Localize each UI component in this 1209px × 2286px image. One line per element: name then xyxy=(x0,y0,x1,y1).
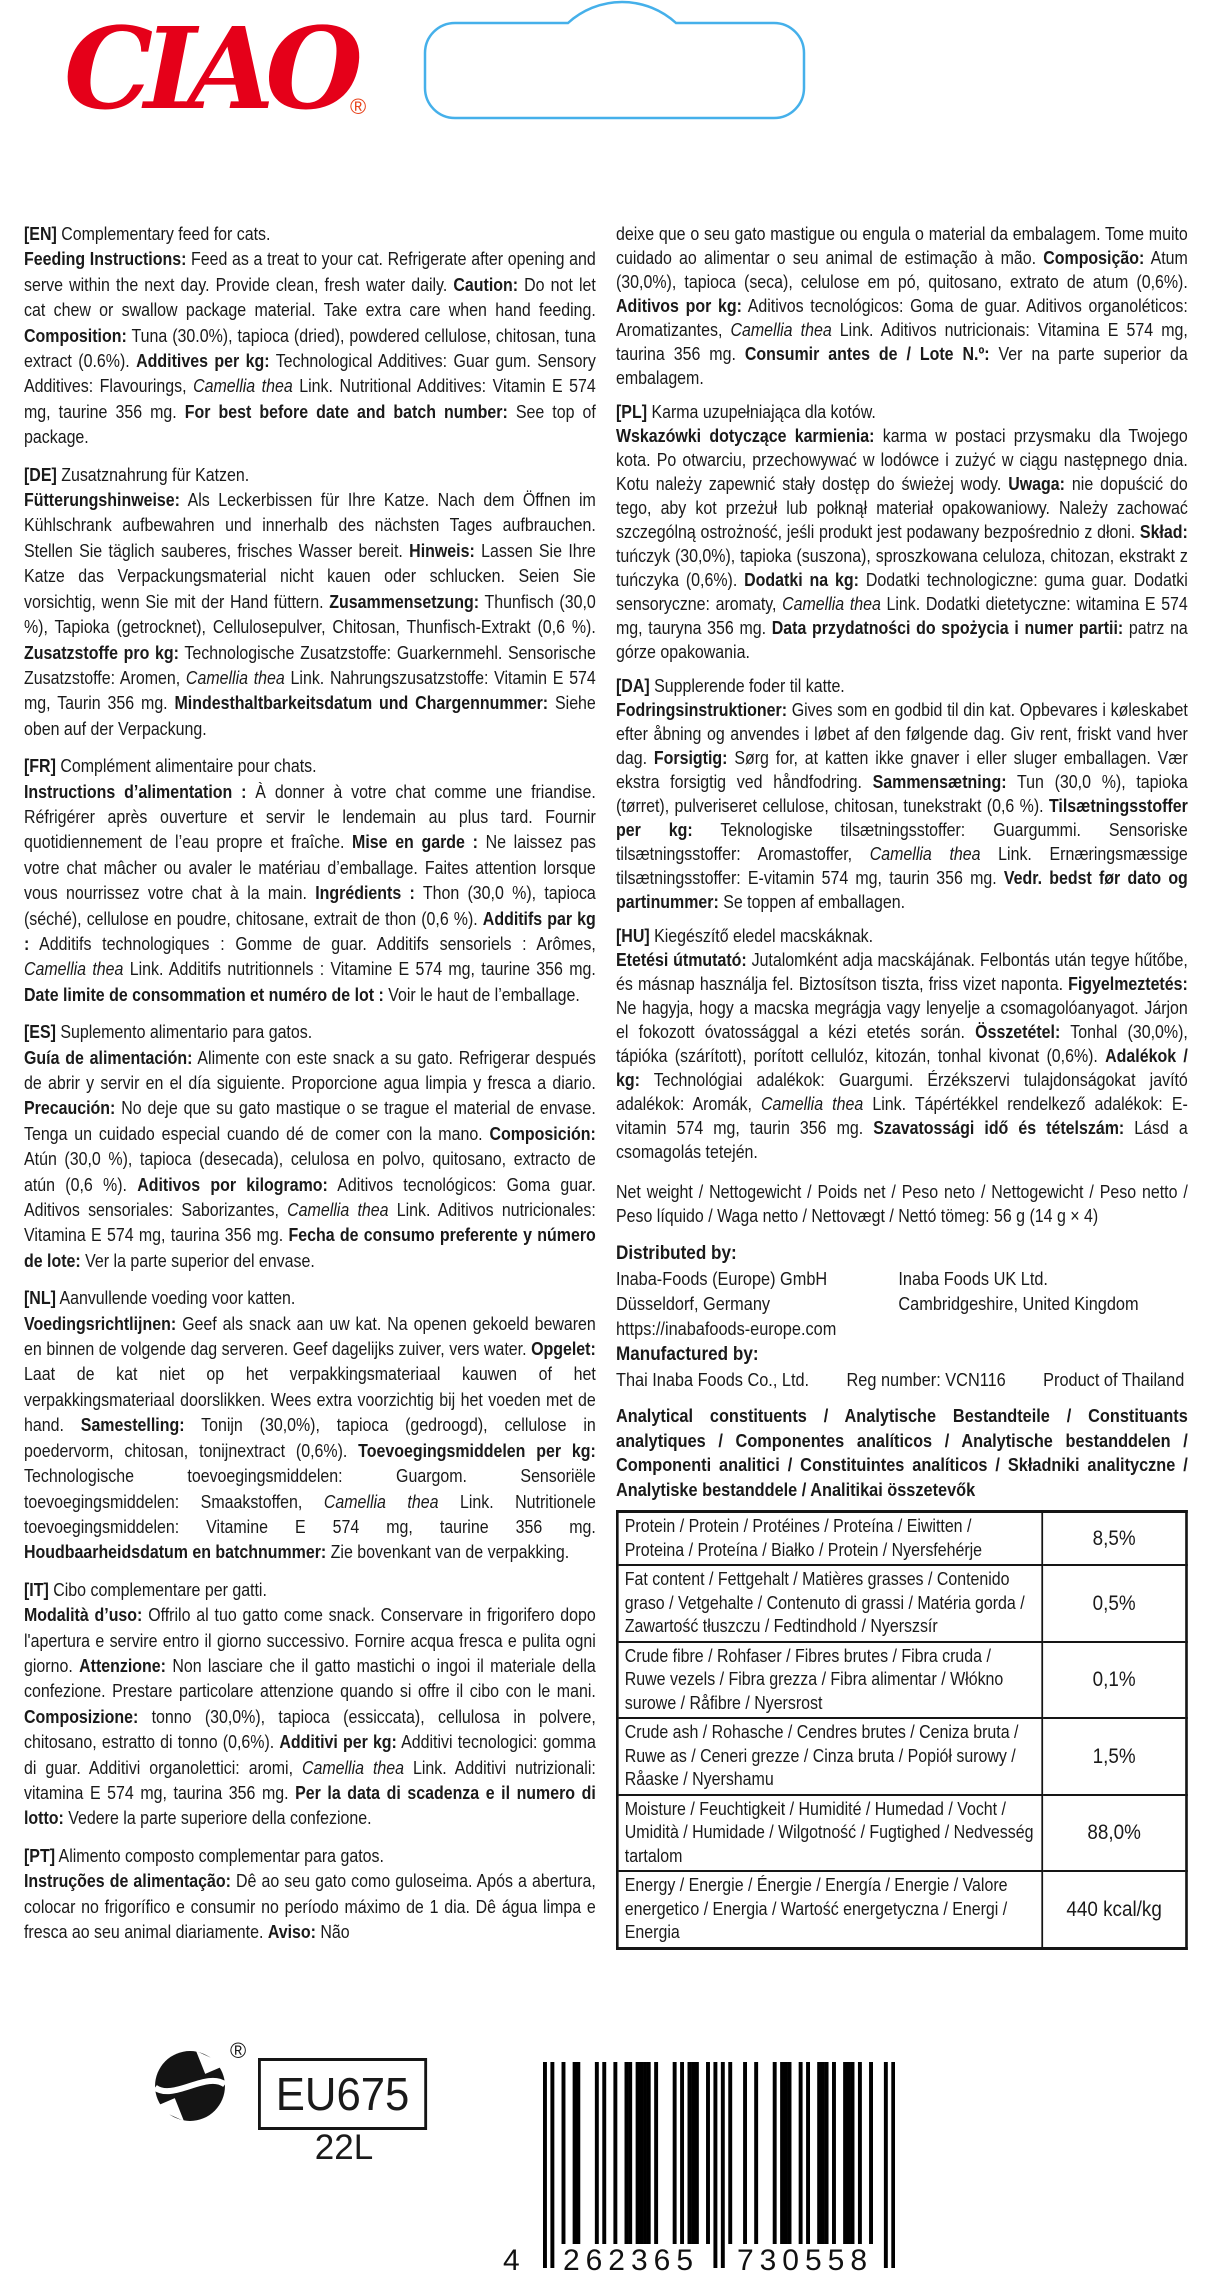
registered-trademark-icon: ® xyxy=(230,2038,247,2063)
table-row xyxy=(617,1718,1186,1795)
analysis-value: 0,1% xyxy=(1042,1642,1186,1719)
section-nl-title: [NL] Aanvullende voeding voor katten. xyxy=(24,1288,296,1309)
barcode-digit-prefix: 4 xyxy=(503,2244,520,2277)
section-es-body: Guía de alimentación: Alimente con este snack a su gato. Refrigerar después de abrir y servir en el día siguiente. Proporcione agua limpia y fresca a diario. Precaución: No deje que su gato mastique o se trague el material de envase. Tenga un cuidado especial cuando dé de comer con la mano. Composición: Atún (30,0 %), tapioca (desecada), celulosa en polvo, quitosano, extracto de atún (0,6 %). Aditivos por kilogramo: Aditivos tecnológicos: Goma guar. Aditivos sensoriales: Saborizantes, Camellia thea Link. Aditivos nutricionales: Vitamina E 574 mg, taurina 356 mg. Fecha de consumo preferente y número de lote: Ver la parte superior del envase. xyxy=(24,1047,596,1271)
section-fr xyxy=(24,754,596,1008)
analysis-value: 88,0% xyxy=(1042,1795,1186,1872)
barcode-digits-right: 730558 xyxy=(736,2244,874,2277)
barcode-bars xyxy=(543,2062,895,2273)
eu-approval-code-box: EU675 xyxy=(258,2058,427,2130)
section-pt-title: [PT] Alimento composto complementar para gatos. xyxy=(24,1845,384,1866)
analysis-value: 0,5% xyxy=(1042,1565,1186,1642)
section-de-body: Fütterungshinweise: Als Leckerbissen für Ihre Katze. Nach dem Öffnen im Kühlschrank aufbewahren und innerhalb des nächsten Tages aufbrauchen. Stellen Sie täglich sauberes, frisches Wasser bereit. Hinweis: Lassen Sie Ihre Katze das Verpackungsmaterial nicht kauen oder schlucken. Seien Sie vorsichtig, wenn Sie mit der Hand füttern. Zusammensetzung: Thunfisch (30,0 %), Tapioka (getrocknet), Cellulosepulver, Chitosan, Thunfisch-Extrakt (0,6 %). Zusatzstoffe pro kg: Technologische Zusatzstoffe: Guarkernmehl. Sensorische Zusatzstoffe: Aromen, Camellia thea Link. Nahrungszusatzstoffe: Vitamin E 574 mg, Taurin 356 mg. Mindesthaltbarkeitsdatum und Chargennummer: Siehe oben auf der Verpackung. xyxy=(24,490,596,739)
analysis-value: 440 kcal/kg xyxy=(1042,1871,1186,1948)
manufacturer-name: Thai Inaba Foods Co., Ltd. xyxy=(616,1369,810,1390)
section-pt-body: Instruções de alimentação: Dê ao seu gato como guloseima. Após a abertura, colocar no frigorífico e consumir no período máximo de 1 dia. Dê água limpa e fresca ao seu animal diariamente. Aviso: Não xyxy=(24,1871,596,1942)
section-da-body: Fodringsinstruktioner: Gives som en godbid til din kat. Opbevares i køleskabet efter åbning og anvendes i løbet af den følgende dag. Giv rent, friskt vand hver dag. Forsigtig: Sørg for, at katten ikke gnaver i eller sluger emballagen. Vær ekstra forsigtig ved håndfodring. Sammensætning: Tun (30,0 %), tapioka (tørret), pulveriseret cellulose, chitosan, tunekstrakt (0,6 %). Tilsætningsstoffer per kg: Teknologiske tilsætningsstoffer: Guargummi. Sensoriske tilsætningsstoffer: Aromastoffer, Camellia thea Link. Ernæringsmæssige tilsætningsstoffer: E-vitamin 574 mg, taurin 356 mg. Vedr. bedst før dato og partinummer: Se toppen af emballagen. xyxy=(616,700,1188,912)
table-row xyxy=(617,1512,1186,1566)
section-de xyxy=(24,463,596,742)
section-hu xyxy=(616,924,1188,1164)
section-es-title: [ES] Suplemento alimentario para gatos. xyxy=(24,1022,313,1043)
section-pt-continued-body: deixe que o seu gato mastigue ou engula o material da embalagem. Tome muito cuidado ao alimentar o seu animal de estimação à mão. Composição: Atum (30,0%), tapioca (seca), celulose em pó, quitosano, extrato de atum (0,6%). Aditivos por kg: Aditivos tecnológicos: Goma de guar. Aditivos organoléticos: Aromatizantes, Camellia thea Link. Aditivos nutricionais: Vitamina E 574 mg, taurina 356 mg. Consumir antes de / Lote N.º: Ver na parte superior da embalagem. xyxy=(616,224,1188,388)
table-row xyxy=(617,1795,1186,1872)
analysis-label: Crude ash / Rohasche / Cendres brutes / Ceniza bruta / Ruwe as / Ceneri grezze / Cinza bruta / Popiół surowy / Råaske / Nyershamu xyxy=(617,1718,1042,1795)
distributor-eu-city: Düsseldorf, Germany xyxy=(616,1293,771,1314)
section-pl xyxy=(616,400,1188,664)
manufactured-by-block xyxy=(616,1341,1188,1392)
section-hu-body: Etetési útmutató: Jutalomként adja macskájának. Felbontás után tegye hűtőbe, és másnap használja fel. Biztosítson tiszta, friss vizet naponta. Figyelmeztetés: Ne hagyja, hogy a macska megrágja vagy lenyelje a csomagolóanyagot. Járjon el fokozott óvatossággal a kézi etetés során. Összetétel: Tonhal (30,0%), tápióka (szárított), porított cellulóz, kitozán, tonhal kivonat (0,6%). Adalékok / kg: Technológiai adalékok: Guargumi. Érzékszervi tulajdonságokat javító adalékok: Aromák, Camellia thea Link. Tápértékkel rendelkező adalékok: E-vitamin 574 mg, taurin 356 mg. Szavatossági idő és tételszám: Lásd a csomagolás tetején. xyxy=(616,950,1188,1162)
section-da-title: [DA] Supplerende foder til katte. xyxy=(616,676,845,696)
analysis-label: Crude fibre / Rohfaser / Fibres brutes / Fibra cruda / Ruwe vezels / Fibra grezza / Fibra alimentar / Włókno surowe / Råfibre / Nyersrost xyxy=(617,1642,1042,1719)
section-pl-body: Wskazówki dotyczące karmienia: karma w postaci przysmaku dla Twojego kota. Po otwarciu, przechowywać w lodówce i zużyć w ciągu następnego dnia. Kotu należy zapewnić stały dostęp do świeżej wody. Uwaga: nie dopuścić do tego, aby kot przeżuł lub połknął materiał opakowaniowy. Należy zachować szczególną ostrożność, jeśli produkt jest podawany bezpośrednio z dłoni. Skład: tuńczyk (30,0%), tapioka (suszona), sproszkowana celuloza, chitozan, ekstrakt z tuńczyka (0,6%). Dodatki na kg: Dodatki technologiczne: guma guar. Dodatki sensoryczne: aromaty, Camellia thea Link. Dodatki dietetyczne: witamina E 574 mg, tauryna 356 mg. Data przydatności do spożycia i numer partii: patrz na górze opakowania. xyxy=(616,426,1188,662)
section-fr-body: Instructions d’alimentation : À donner à votre chat comme une friandise. Réfrigérer après ouverture et servir le lendemain au plus tard. Fournir quotidiennement de l’eau propre et fraîche. Mise en garde : Ne laissez pas votre chat mâcher ou avaler le matériau d’emballage. Faites attention lorsque vous nourrissez votre chat à la main. Ingrédients : Thon (30,0 %), tapioca (séché), cellulose en poudre, chitosane, extrait de thon (0,6 %). Additifs par kg : Additifs technologiques : Gomme de guar. Additifs sensoriels : Arômes, Camellia thea Link. Additifs nutritionnels : Vitamine E 574 mg, taurine 356 mg. Date limite de consommation et numéro de lot : Voir le haut de l’emballage. xyxy=(24,781,596,1005)
analysis-table xyxy=(616,1510,1188,1950)
section-en-body: Feeding Instructions: Feed as a treat to your cat. Refrigerate after opening and serve within the next day. Provide clean, fresh water daily. Caution: Do not let cat chew or swallow package material. Take extra care when hand feeding. Composition: Tuna (30.0%), tapioca (dried), powdered cellulose, chitosan, tuna extract (0.6%). Additives per kg: Technological Additives: Guar gum. Sensory Additives: Flavourings, Camellia thea Link. Nutritional Additives: Vitamin E 574 mg, taurine 356 mg. For best before date and batch number: See top of package. xyxy=(24,249,596,448)
section-en-title: [EN] Complementary feed for cats. xyxy=(24,224,271,244)
analysis-label: Energy / Energie / Énergie / Energía / Energie / Valore energetico / Energia / Wartość energetyczna / Energi / Energia xyxy=(617,1871,1042,1948)
distributor-uk xyxy=(898,1266,1187,1341)
barcode-digits-left: 262365 xyxy=(562,2244,700,2277)
distributor-eu-name: Inaba-Foods (Europe) GmbH xyxy=(616,1268,828,1289)
section-pt-continued xyxy=(616,222,1188,390)
analysis-table-title: Analytical constituents / Analytische Bestandteile / Constituants analytiques / Componentes analíticos / Analytische bestanddelen / Componenti analitici / Constituintes analíticos / Składniki analityczne / Analytiske bestanddele / Analitikai összetevők xyxy=(616,1405,1188,1500)
section-pl-title: [PL] Karma uzupełniająca dla kotów. xyxy=(616,402,876,422)
distributor-uk-city: Cambridgeshire, United Kingdom xyxy=(898,1293,1139,1314)
analysis-value: 8,5% xyxy=(1042,1512,1186,1566)
section-it-body: Modalità d’uso: Offrilo al tuo gatto come snack. Conservare in frigorifero dopo l'apertura e servire entro il giorno successivo. Fornire acqua fresca e pulita ogni giorno. Attenzione: Non lasciare che il gatto mastichi o ingoi il materiale della confezione. Prestare particolare attenzione quando si offre il cibo con le mani. Composizione: tonno (30,0%), tapioca (essiccata), cellulosa in polvere, chitosano, estratto di tonno (0,6%). Additivi per kg: Additivi tecnologici: gomma di guar. Additivi organolettici: aromi, Camellia thea Link. Additivi nutrizionali: vitamina E 574 mg, taurina 356 mg. Per la data di scadenza e il numero di lotto: Vedere la parte superiore della confezione. xyxy=(24,1605,596,1829)
distributor-eu xyxy=(616,1266,898,1341)
analysis-label: Fat content / Fettgehalt / Matières grasses / Contenido graso / Vetgehalte / Contenuto di grassi / Matéria gorda / Zawartość tłuszczu / Fedtindhold / Nyerszsír xyxy=(617,1565,1042,1642)
right-column xyxy=(616,222,1188,1950)
section-de-title: [DE] Zusatznahrung für Katzen. xyxy=(24,464,250,485)
table-row xyxy=(617,1565,1186,1642)
section-es xyxy=(24,1020,596,1274)
section-hu-title: [HU] Kiegészítő eledel macskáknak. xyxy=(616,926,874,946)
section-pt xyxy=(24,1844,596,1946)
package-size-code: 22L xyxy=(314,2128,374,2167)
analysis-label: Protein / Protein / Protéines / Proteína / Eiwitten / Proteina / Proteína / Białko / Protein / Nyersfehérje xyxy=(617,1512,1042,1566)
ciao-logo: CIAO xyxy=(64,4,354,135)
ean13-barcode xyxy=(503,2062,895,2286)
section-en xyxy=(24,222,596,451)
distributed-by-block xyxy=(616,1240,1188,1341)
hang-tab-dieline xyxy=(418,0,813,130)
manufactured-by-heading: Manufactured by: xyxy=(616,1343,759,1365)
distributed-by-heading: Distributed by: xyxy=(616,1242,737,1264)
section-nl xyxy=(24,1286,596,1565)
section-nl-body: Voedingsrichtlijnen: Geef als snack aan uw kat. Na openen gekoeld bewaren en binnen de volgende dag serveren. Geef dagelijks zuiver, vers water. Opgelet: Laat de kat niet op het verpakkingsmateriaal kauwen of het verpakkingsmateriaal doorslikken. Wees extra voorzichtig bij het voeden met de hand. Samestelling: Tonijn (30,0%), tapioca (gedroogd), cellulose in poedervorm, chitosan, tonijnextract (0,6%). Toevoegingsmiddelen per kg: Technologische toevoegingsmiddelen: Guargom. Sensoriële toevoegingsmiddelen: Smaakstoffen, Camellia thea Link. Nutritionele toevoegingsmiddelen: Vitamine E 574 mg, taurine 356 mg. Houdbaarheidsdatum en batchnummer: Zie bovenkant van de verpakking. xyxy=(24,1313,596,1563)
section-da xyxy=(616,674,1188,914)
distributor-uk-name: Inaba Foods UK Ltd. xyxy=(898,1268,1048,1289)
net-weight: Net weight / Nettogewicht / Poids net / Peso neto / Nettogewicht / Peso netto / Peso líquido / Waga netto / Nettovægt / Nettó tömeg: 56 g (14 g × 4) xyxy=(616,1182,1188,1226)
table-row xyxy=(617,1642,1186,1719)
registered-trademark-icon: ® xyxy=(350,94,367,119)
left-column xyxy=(24,222,596,1957)
section-it xyxy=(24,1578,596,1832)
country-of-origin: Product of Thailand xyxy=(1043,1369,1185,1390)
analysis-value: 1,5% xyxy=(1042,1718,1186,1795)
table-row xyxy=(617,1871,1186,1948)
analysis-label: Moisture / Feuchtigkeit / Humidité / Humedad / Vocht / Umidità / Humidade / Wilgotność / Fugtighed / Nedvesség tartalom xyxy=(617,1795,1042,1872)
manufacturer-reg-number: Reg number: VCN116 xyxy=(846,1369,1006,1390)
section-it-title: [IT] Cibo complementare per gatti. xyxy=(24,1579,267,1600)
distributor-eu-url: https://inabafoods-europe.com xyxy=(616,1318,837,1339)
green-dot-recycling-icon xyxy=(152,2048,228,2124)
section-fr-title: [FR] Complément alimentaire pour chats. xyxy=(24,756,317,777)
